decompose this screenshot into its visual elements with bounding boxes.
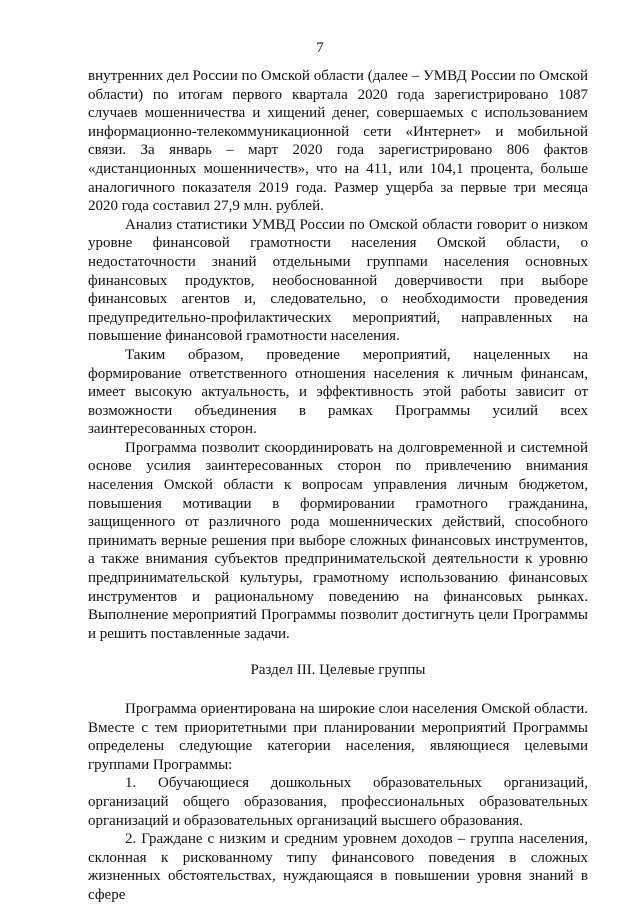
document-body [88, 67, 588, 905]
paragraph: Программа позволит скоординировать на долговременной и системной основе усилия заинтересованных сторон по привлечению внимания населения Омской области к вопросам управления личным бюджетом, повышения мотивации в формировании грамотного гражданина, защищенного от различного рода мошеннических действий, способного принимать верные решения при выборе сложных финансовых инструментов, а также внимания субъектов предпринимательской деятельности к уровню предпринимательской культуры, грамотному использованию финансовых инструментов и рациональному поведению на финансовых рынках. Выполнение мероприятий Программы позволит достигнуть цели Программы и решить поставленные задачи. [88, 439, 588, 642]
page-number: 7 [316, 40, 324, 56]
list-item: 2. Граждане с низким и средним уровнем доходов – группа населения, склонная к рискованному типу финансового поведения в сложных жизненных обстоятельствах, нуждающаяся в повышении уровня знаний в сфере [88, 831, 588, 903]
paragraph: Таким образом, проведение мероприятий, нацеленных на формирование ответственного отношения населения к личным финансам, имеет высокую актуальность, и эффективность этой работы зависит от возможности объединения в рамках Программы усилий всех заинтересованных сторон. [88, 346, 588, 438]
paragraph: Анализ статистики УМВД России по Омской области говорит о низком уровне финансовой грамотности населения Омской области, о недостаточности знаний отдельными группами населения основных финансовых продуктов, необоснованной доверчивости при выборе финансовых агентов и, следовательно, о необходимости проведения предупредительно-профилактических мероприятий, направленных на повышение финансовой грамотности населения. [88, 216, 588, 345]
paragraph: внутренних дел России по Омской области (далее – УМВД России по Омской области) по итогам первого квартала 2020 года зарегистрировано 1087 случаев мошенничества и хищений денег, совершаемых с использованием информационно-телекоммуникационной сети «Интернет» и мобильной связи. За январь – март 2020 года зарегистрировано 806 фактов «дистанционных мошенничеств», что на 411, или 104,1 процента, больше аналогичного показателя 2019 года. Размер ущерба за первые три месяца 2020 года составил 27,9 млн. рублей. [88, 68, 588, 215]
list-item: 1. Обучающиеся дошкольных образовательных организаций, организаций общего образования, профессиональных образовательных организаций и образовательных организаций высшего образования. [88, 775, 588, 829]
paragraph: Программа ориентирована на широкие слои населения Омской области. Вместе с тем приоритетными при планировании мероприятий Программы определены следующие категории населения, являющиеся целевыми группами Программы: [88, 701, 588, 773]
section-heading: Раздел III. Целевые группы [250, 662, 426, 679]
